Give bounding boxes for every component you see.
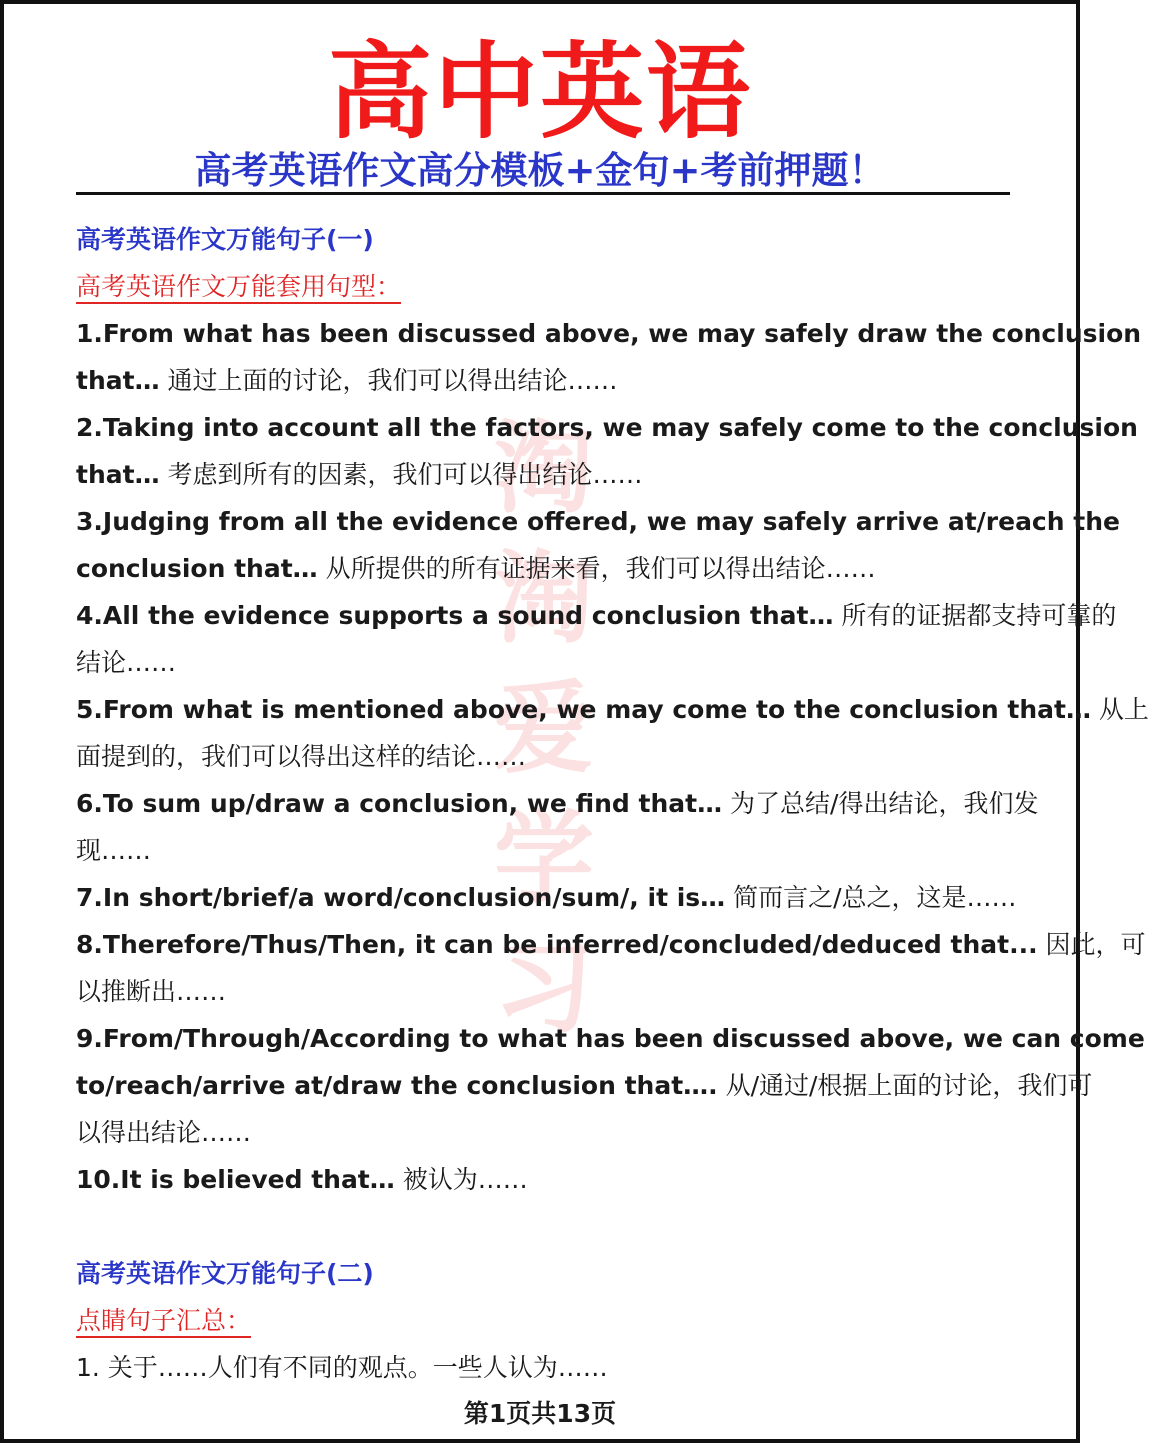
english-text: 4.All the evidence supports a sound conclusion that…	[76, 601, 834, 630]
sentence-line	[76, 310, 1142, 357]
english-text: 3.Judging from all the evidence offered, we may safely arrive at/reach the	[76, 507, 1120, 536]
english-text: 9.From/Through/According to what has been discussed above, we can come	[76, 1024, 1145, 1053]
chinese-text: 从所提供的所有证据来看，我们可以得出结论……	[317, 554, 876, 583]
english-text: 1.From what has been discussed above, we may safely draw the conclusion	[76, 319, 1142, 348]
section1-subtitle-text: 高考英语作文万能套用句型：	[76, 272, 401, 304]
english-text: 6.To sum up/draw a conclusion, we find that…	[76, 789, 723, 818]
chinese-text: 现……	[76, 836, 152, 865]
chinese-text: 从上	[1090, 695, 1149, 724]
chinese-text: 为了总结/得出结论，我们发	[722, 789, 1039, 818]
sentence-line	[76, 592, 1117, 639]
section2-list	[76, 1344, 1036, 1391]
chinese-text: 结论……	[76, 648, 177, 677]
watermark-char: 爱	[494, 670, 594, 787]
title-divider	[76, 192, 1010, 195]
chinese-text: 因此，可	[1037, 930, 1146, 959]
page-number: 第1页共13页	[463, 1399, 617, 1428]
english-text: that…	[76, 366, 160, 395]
sentence-line	[76, 827, 1036, 874]
watermark-char: 淘	[494, 540, 594, 657]
english-text: 7.In short/brief/a word/conclusion/sum/, it is…	[76, 883, 726, 912]
sentence-line	[76, 1109, 1036, 1156]
sentence-line	[76, 733, 1036, 780]
chinese-text: 以得出结论……	[76, 1118, 252, 1147]
sentence-line	[76, 686, 1149, 733]
sentence-line	[76, 639, 1036, 686]
watermark-char: 淘	[494, 410, 594, 527]
sentence-line	[76, 780, 1039, 827]
sentence-line	[76, 968, 1036, 1015]
watermark-char: 习	[494, 930, 594, 1047]
english-text: conclusion that…	[76, 554, 318, 583]
sentence-line	[76, 921, 1146, 968]
chinese-text: 1. 关于……人们有不同的观点。一些人认为……	[76, 1353, 608, 1382]
section2-subtitle-text: 点睛句子汇总：	[76, 1306, 251, 1338]
english-text: 5.From what is mentioned above, we may come to the conclusion that…	[76, 695, 1091, 724]
sentence-line	[76, 1062, 1093, 1109]
english-text: 2.Taking into account all the factors, we may safely come to the conclusion	[76, 413, 1138, 442]
chinese-text: 所有的证据都支持可靠的	[833, 601, 1117, 630]
chinese-text: 从/通过/根据上面的讨论，我们可	[717, 1071, 1093, 1100]
chinese-text: 简而言之/总之，这是……	[725, 883, 1017, 912]
sentence-line	[76, 498, 1120, 545]
section1-title: 高考英语作文万能句子(一)	[76, 225, 374, 254]
main-title: 高中英语	[327, 31, 752, 153]
subtitle: 高考英语作文高分模板+金句+考前押题！	[194, 149, 886, 192]
content	[76, 216, 1149, 1391]
watermark-char: 学	[494, 800, 594, 917]
section2-subtitle	[76, 1297, 1036, 1344]
english-text: that…	[76, 460, 160, 489]
chinese-text: 面提到的，我们可以得出这样的结论……	[76, 742, 527, 771]
sentence-line	[76, 357, 1036, 404]
chinese-text: 以推断出……	[76, 977, 227, 1006]
section1-subtitle	[76, 263, 1036, 310]
sentence-line	[76, 1015, 1145, 1062]
sentence-line	[76, 1344, 1036, 1391]
english-text: 8.Therefore/Thus/Then, it can be inferred/concluded/deduced that...	[76, 930, 1038, 959]
sentence-line	[76, 874, 1036, 921]
chinese-text: 考虑到所有的因素，我们可以得出结论……	[159, 460, 643, 489]
sentence-line	[76, 1156, 1036, 1203]
chinese-text: 通过上面的讨论，我们可以得出结论……	[159, 366, 618, 395]
sentence-line	[76, 404, 1138, 451]
section1-list	[76, 310, 1149, 1203]
section-spacer	[76, 1203, 1036, 1250]
chinese-text: 被认为……	[394, 1165, 528, 1194]
sentence-line	[76, 451, 1036, 498]
sentence-line	[76, 545, 1036, 592]
english-text: 10.It is believed that…	[76, 1165, 395, 1194]
section2-title: 高考英语作文万能句子(二)	[76, 1259, 374, 1288]
english-text: to/reach/arrive at/draw the conclusion that….	[76, 1071, 718, 1100]
